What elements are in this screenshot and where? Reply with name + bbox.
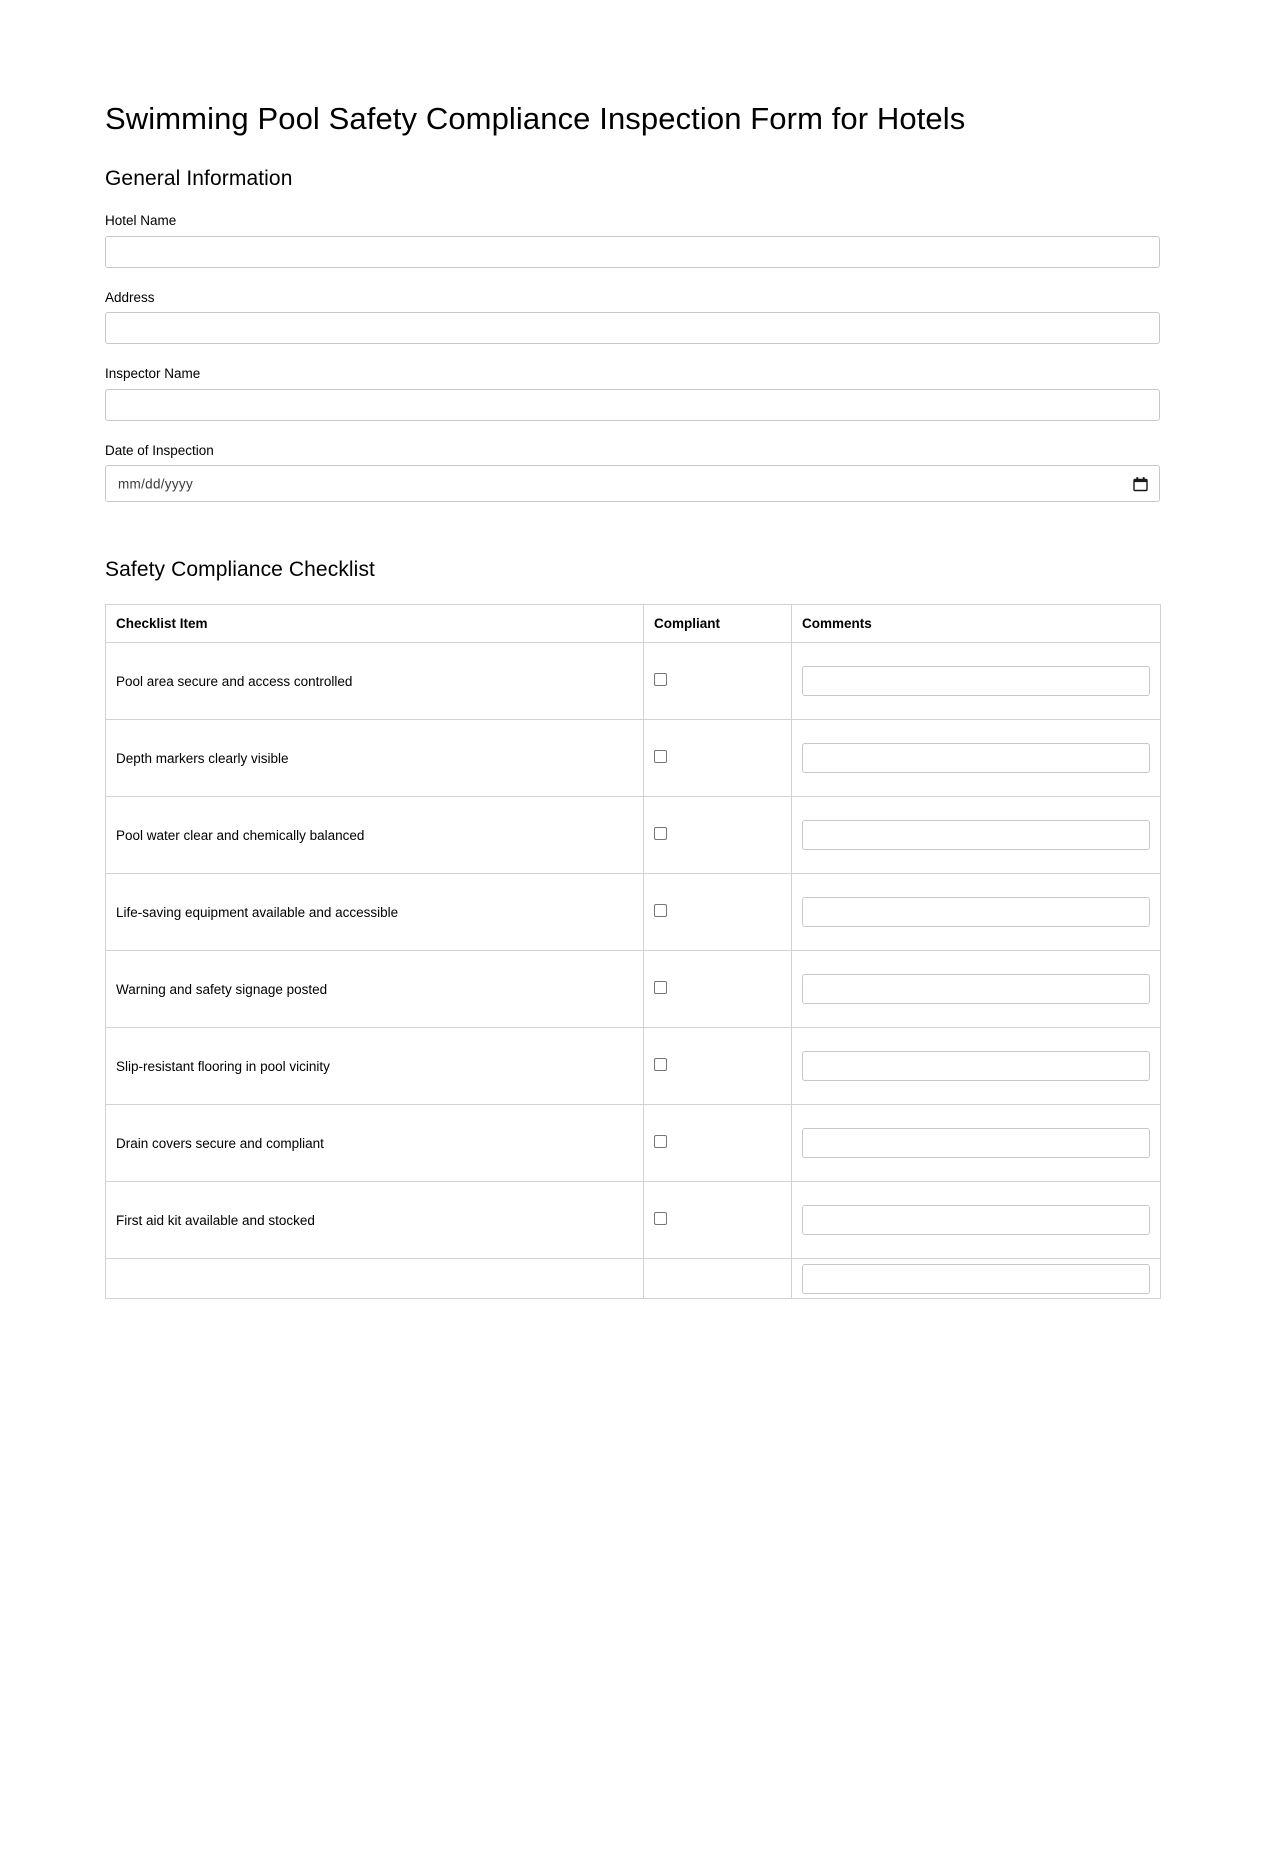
address-label: Address	[105, 289, 155, 305]
checklist-table-body	[106, 643, 1161, 1299]
comments-cell	[792, 797, 1161, 874]
comments-cell	[792, 643, 1161, 720]
field-group-date-of-inspection	[105, 442, 1160, 503]
compliant-cell	[644, 1105, 792, 1182]
comments-cell	[792, 720, 1161, 797]
compliant-checkbox[interactable]	[654, 1058, 667, 1071]
compliant-cell	[644, 874, 792, 951]
checklist-item-label: Life-saving equipment available and accessible	[106, 874, 644, 951]
compliant-cell	[644, 1259, 792, 1299]
compliant-checkbox[interactable]	[654, 673, 667, 686]
form-content	[105, 0, 1160, 1299]
comment-input[interactable]	[802, 1128, 1150, 1158]
field-group-hotel-name	[105, 212, 1160, 268]
calendar-icon[interactable]	[1133, 476, 1148, 491]
column-header-compliant: Compliant	[644, 605, 792, 643]
compliant-cell	[644, 1182, 792, 1259]
compliant-checkbox[interactable]	[654, 1212, 667, 1225]
table-row	[106, 874, 1161, 951]
compliant-checkbox[interactable]	[654, 827, 667, 840]
compliant-checkbox[interactable]	[654, 904, 667, 917]
table-row	[106, 951, 1161, 1028]
compliant-cell	[644, 643, 792, 720]
date-placeholder-text: mm/dd/yyyy	[118, 476, 194, 492]
table-row	[106, 1182, 1161, 1259]
table-row	[106, 1105, 1161, 1182]
table-row	[106, 720, 1161, 797]
comments-cell	[792, 1182, 1161, 1259]
comment-input[interactable]	[802, 974, 1150, 1004]
compliant-cell	[644, 797, 792, 874]
general-information-heading: General Information	[105, 167, 293, 191]
checklist-item-label: Depth markers clearly visible	[106, 720, 644, 797]
comments-cell	[792, 951, 1161, 1028]
checklist-item-label: Pool water clear and chemically balanced	[106, 797, 644, 874]
column-header-checklist-item: Checklist Item	[106, 605, 644, 643]
table-row	[106, 797, 1161, 874]
inspector-name-label: Inspector Name	[105, 366, 201, 382]
field-group-inspector-name	[105, 365, 1160, 421]
compliant-checkbox[interactable]	[654, 981, 667, 994]
comment-input[interactable]	[802, 897, 1150, 927]
date-of-inspection-input[interactable]	[105, 465, 1160, 502]
comment-input[interactable]	[802, 1051, 1150, 1081]
compliant-cell	[644, 720, 792, 797]
compliant-checkbox[interactable]	[654, 750, 667, 763]
hotel-name-input[interactable]	[105, 236, 1160, 268]
checklist-item-label: Pool area secure and access controlled	[106, 643, 644, 720]
compliant-cell	[644, 1028, 792, 1105]
safety-compliance-checklist-table	[105, 604, 1161, 1299]
checklist-table-head	[106, 605, 1161, 643]
compliant-checkbox[interactable]	[654, 1135, 667, 1148]
safety-compliance-checklist-heading: Safety Compliance Checklist	[105, 558, 375, 582]
checklist-item-label	[106, 1259, 644, 1299]
page-title: Swimming Pool Safety Compliance Inspection Form for Hotels	[105, 101, 966, 136]
date-of-inspection-label: Date of Inspection	[105, 442, 214, 458]
comment-input[interactable]	[802, 1205, 1150, 1235]
column-header-comments: Comments	[792, 605, 1161, 643]
comments-cell	[792, 1105, 1161, 1182]
checklist-item-label: First aid kit available and stocked	[106, 1182, 644, 1259]
table-row	[106, 1259, 1161, 1299]
checklist-item-label: Warning and safety signage posted	[106, 951, 644, 1028]
comment-input[interactable]	[802, 743, 1150, 773]
hotel-name-label: Hotel Name	[105, 213, 177, 229]
address-input[interactable]	[105, 312, 1160, 344]
table-row	[106, 643, 1161, 720]
checklist-item-label: Slip-resistant flooring in pool vicinity	[106, 1028, 644, 1105]
compliant-cell	[644, 951, 792, 1028]
table-row	[106, 1028, 1161, 1105]
field-group-address	[105, 289, 1160, 345]
comments-cell	[792, 1259, 1161, 1299]
comment-input[interactable]	[802, 1264, 1150, 1294]
comment-input[interactable]	[802, 820, 1150, 850]
comment-input[interactable]	[802, 666, 1150, 696]
checklist-item-label: Drain covers secure and compliant	[106, 1105, 644, 1182]
comments-cell	[792, 874, 1161, 951]
inspector-name-input[interactable]	[105, 389, 1160, 421]
checklist-header-row	[106, 605, 1161, 643]
comments-cell	[792, 1028, 1161, 1105]
